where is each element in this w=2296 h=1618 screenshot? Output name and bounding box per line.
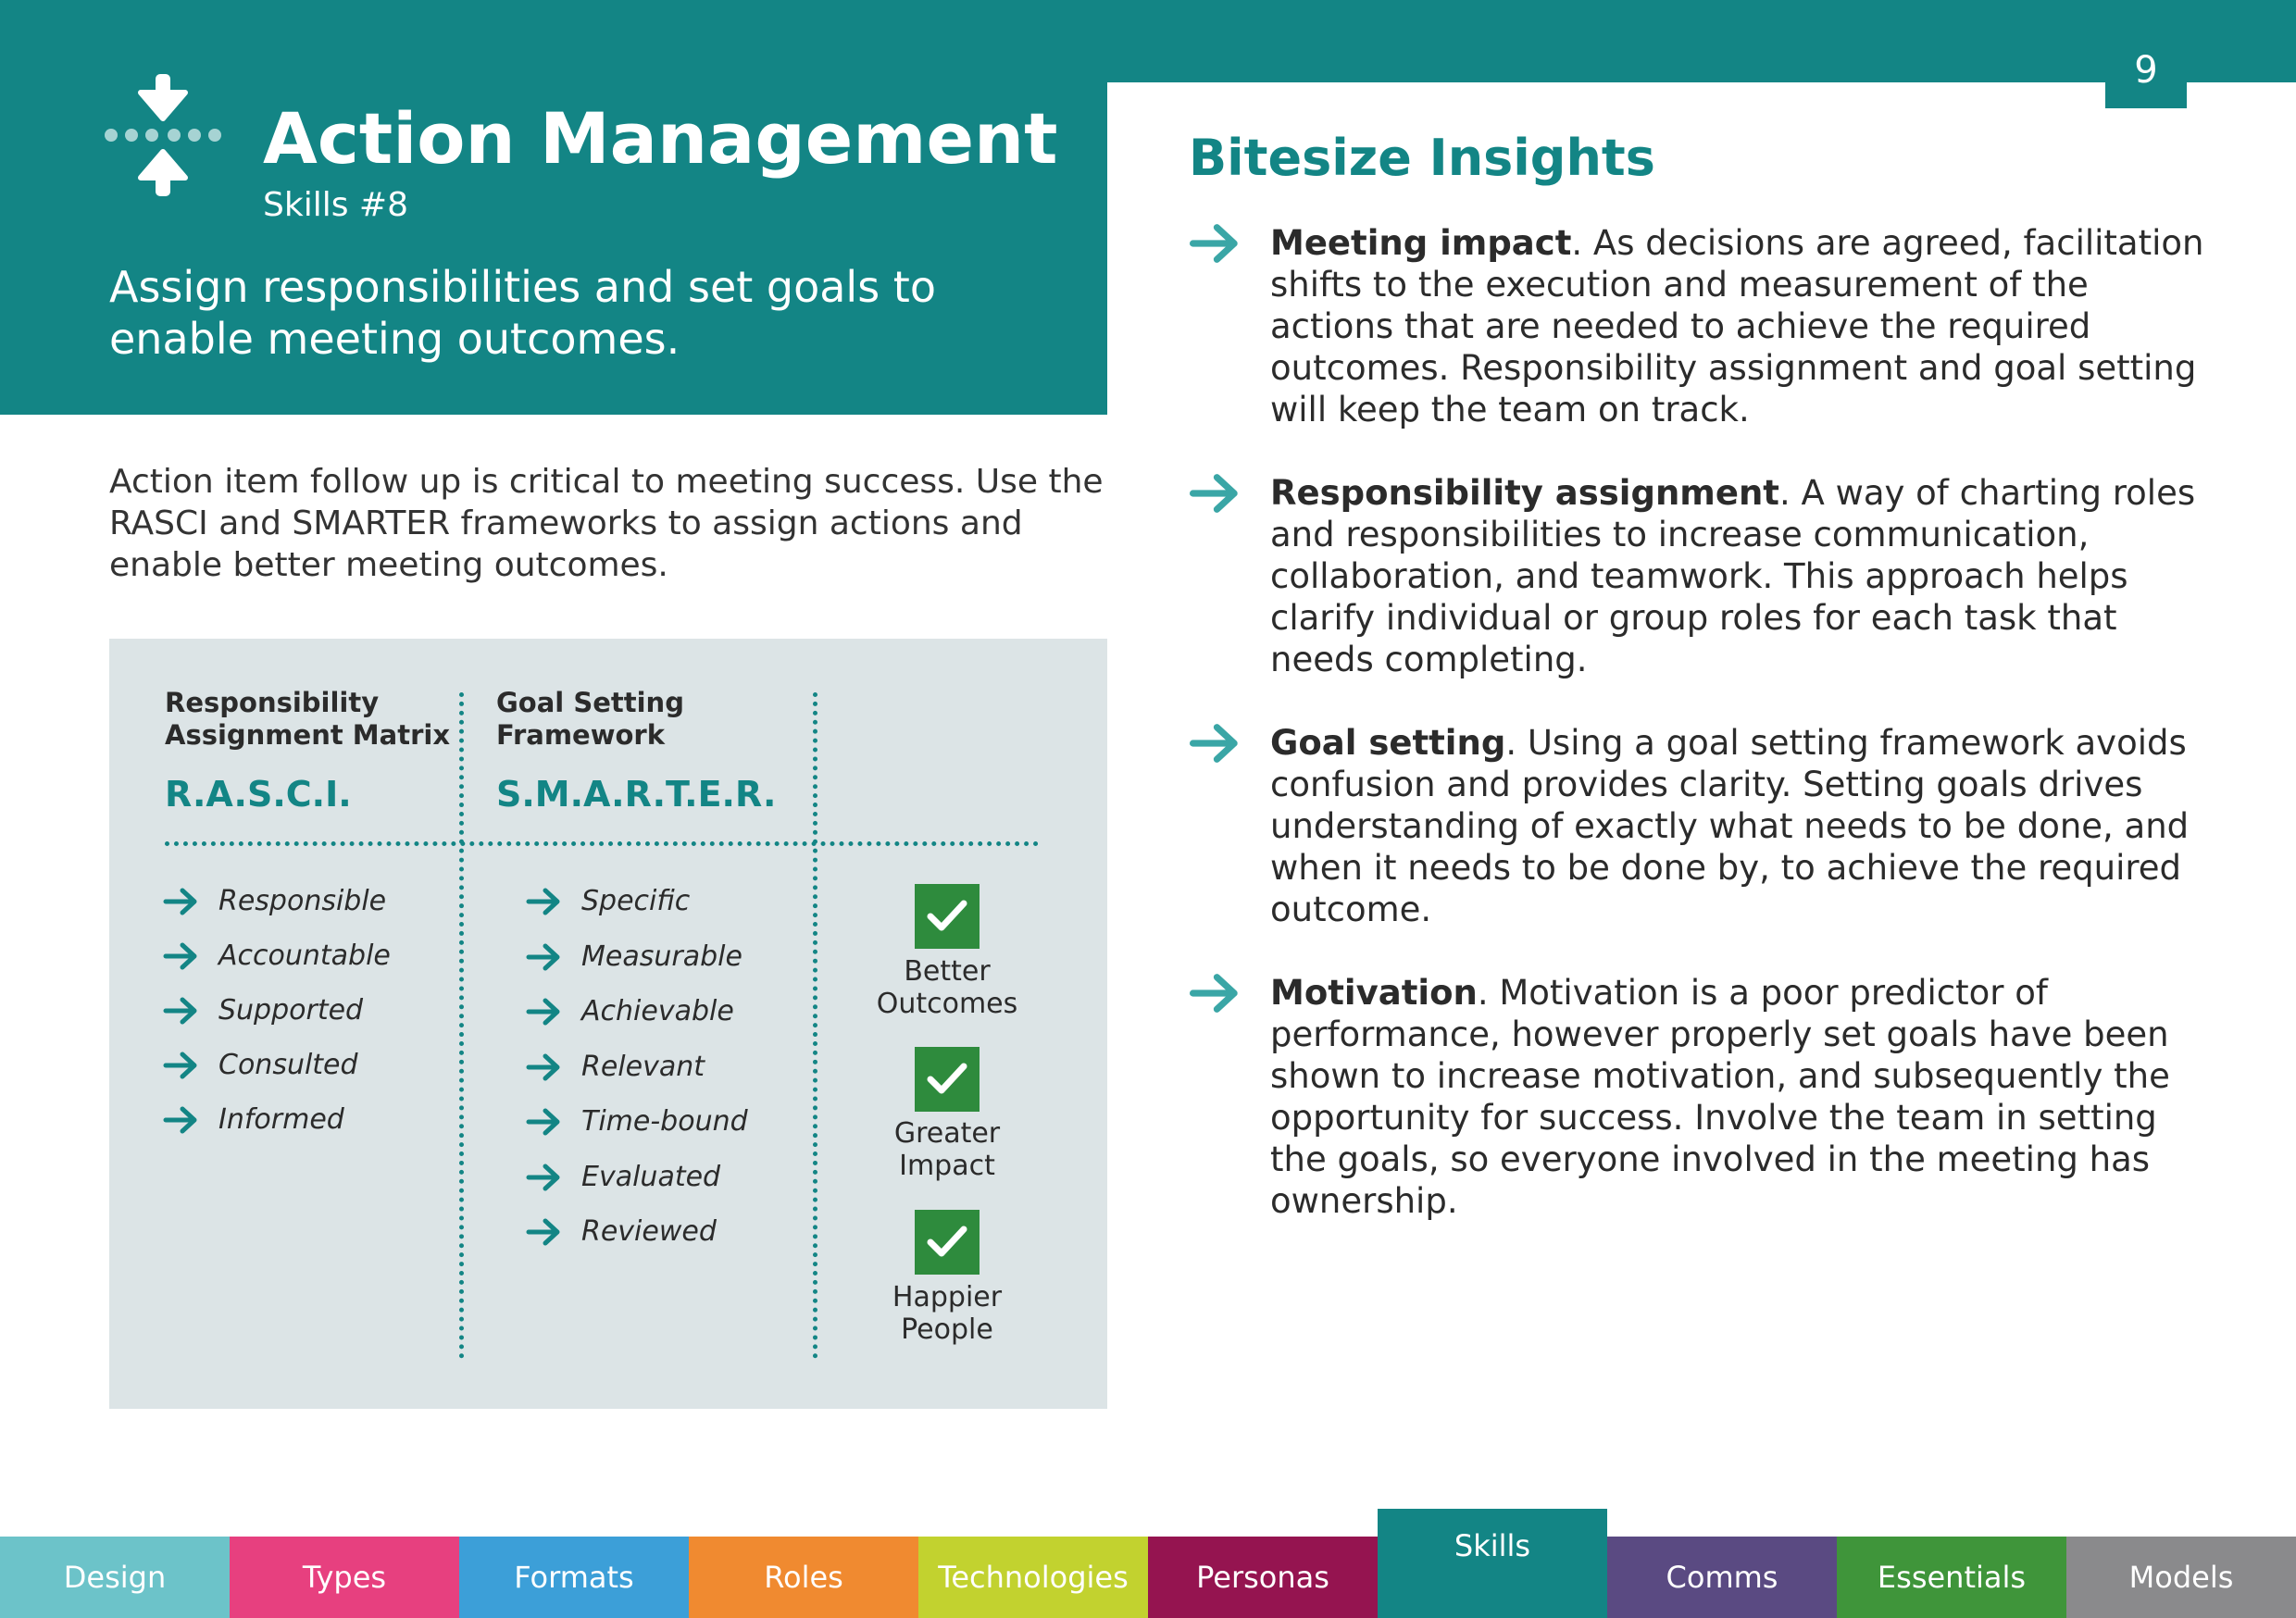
arrow-right-icon	[1189, 972, 1242, 1018]
insight-paragraph: Goal setting. Using a goal setting framework avoids confusion and provides clarity. Setting goals drives understanding of exactly what needs to be done, and when it needs to be done by, to achieve the required outcome.	[1270, 723, 2190, 929]
insight-term: Responsibility assignment	[1270, 473, 1779, 513]
framework-list-item: Evaluated	[581, 1159, 720, 1196]
arrow-right-icon	[163, 1051, 200, 1080]
nav-tab-comms[interactable]: Comms	[1607, 1537, 1837, 1618]
insight-term: Meeting impact	[1270, 223, 1572, 263]
arrow-right-icon	[526, 1107, 563, 1137]
arrow-right-icon	[526, 997, 563, 1027]
outcome-label: Happier People	[892, 1281, 1003, 1346]
framework-list-item: Measurable	[581, 939, 742, 976]
check-icon	[915, 884, 980, 949]
arrow-right-icon	[526, 942, 563, 972]
framework-list-item: Time-bound	[581, 1103, 748, 1140]
page-title: Action Management	[263, 97, 1058, 180]
arrow-right-icon	[1189, 472, 1242, 515]
arrow-right-icon	[526, 1217, 563, 1247]
framework-list-item: Consulted	[218, 1047, 358, 1084]
check-icon	[915, 1210, 980, 1275]
framework-list-item: Relevant	[581, 1049, 705, 1086]
framework-panel	[109, 639, 1107, 1409]
arrow-right-icon	[526, 1163, 563, 1192]
framework-list-item: Accountable	[218, 938, 391, 975]
intro-paragraph: Action item follow up is critical to meeting success. Use the RASCI and SMARTER frameworks to assign actions and enable better meeting outcomes.	[109, 463, 1104, 584]
insight-paragraph: Motivation. Motivation is a poor predictor of performance, however properly set goals have been shown to increase motivation, and subsequently the opportunity for success. Involve the team in setting the goals, so everyone involved in the meeting has ownership.	[1270, 973, 2170, 1221]
arrow-right-icon	[1189, 722, 1242, 768]
page-subtitle: Skills #8	[263, 186, 408, 224]
page-number: 9	[2134, 49, 2158, 92]
divider-vertical-2	[813, 692, 817, 1359]
arrow-right-icon	[1189, 222, 1242, 268]
arrow-right-icon	[1189, 222, 1242, 265]
arrow-right-icon	[526, 1052, 563, 1082]
arrow-right-icon	[1189, 722, 1242, 765]
nav-tab-personas[interactable]: Personas	[1148, 1537, 1378, 1618]
arrow-right-icon	[163, 996, 200, 1026]
rasci-acronym: R.A.S.C.I.	[165, 774, 352, 815]
check-icon	[915, 1047, 980, 1112]
insights-title: Bitesize Insights	[1189, 129, 1655, 187]
smarter-acronym: S.M.A.R.T.E.R.	[496, 774, 777, 815]
arrow-right-icon	[163, 887, 200, 916]
divider-horizontal	[165, 841, 1039, 846]
framework-list-item: Achievable	[581, 993, 734, 1030]
framework-list-item: Reviewed	[581, 1214, 717, 1251]
nav-tab-formats[interactable]: Formats	[459, 1537, 689, 1618]
nav-tab-technologies[interactable]: Technologies	[918, 1537, 1148, 1618]
page-tagline: Assign responsibilities and set goals to enable meeting outcomes.	[109, 262, 936, 364]
arrow-right-icon	[163, 941, 200, 971]
outcome-label: Greater Impact	[893, 1117, 1001, 1182]
smarter-heading: Goal Setting Framework	[496, 687, 684, 751]
nav-tab-design[interactable]: Design	[0, 1537, 230, 1618]
outcome-label: Better Outcomes	[876, 955, 1018, 1020]
insight-paragraph: Responsibility assignment. A way of charting roles and responsibilities to increase communication, collaboration, and teamwork. This approach helps clarify individual or group roles for each task that needs completing.	[1270, 473, 2196, 679]
insight-term: Motivation	[1270, 973, 1478, 1013]
arrow-right-icon	[526, 887, 563, 916]
arrow-right-icon	[163, 1105, 200, 1135]
nav-tab-types[interactable]: Types	[230, 1537, 459, 1618]
nav-tab-essentials[interactable]: Essentials	[1837, 1537, 2066, 1618]
section-nav	[0, 1528, 2296, 1618]
nav-tab-roles[interactable]: Roles	[689, 1537, 918, 1618]
insight-term: Goal setting	[1270, 723, 1506, 763]
nav-tab-skills[interactable]: Skills	[1378, 1509, 1607, 1618]
divider-vertical-1	[459, 692, 464, 1359]
framework-list-item: Responsible	[218, 883, 386, 920]
rasci-heading: Responsibility Assignment Matrix	[165, 687, 451, 751]
insight-paragraph: Meeting impact. As decisions are agreed, facilitation shifts to the execution and measurement of the actions that are needed to achieve the required outcomes. Responsibility assignment and goal setting will keep the team on track.	[1270, 223, 2204, 429]
framework-list-item: Supported	[218, 992, 363, 1029]
framework-list-item: Informed	[218, 1101, 344, 1139]
nav-tab-models[interactable]: Models	[2066, 1537, 2296, 1618]
arrow-right-icon	[1189, 972, 1242, 1014]
arrow-right-icon	[1189, 472, 1242, 518]
framework-list-item: Specific	[581, 883, 690, 920]
converge-arrows-icon	[104, 70, 222, 200]
